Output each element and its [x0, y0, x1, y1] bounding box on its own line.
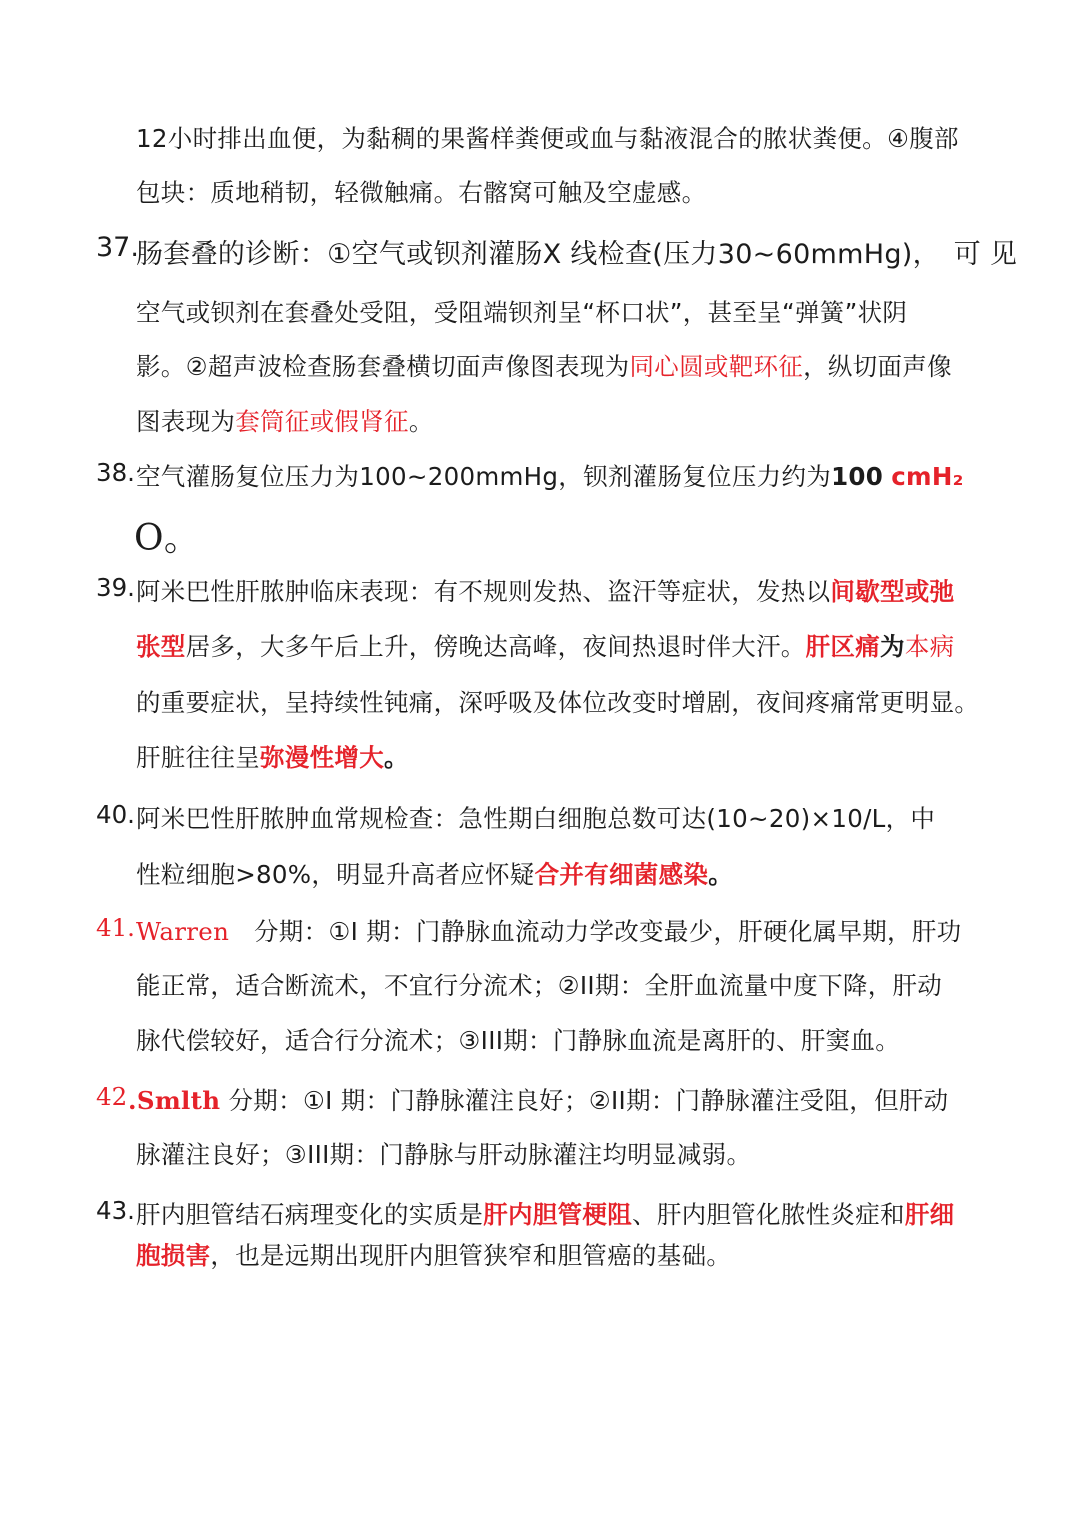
- text-line: [136, 1196, 980, 1231]
- highlight-text: 胞损害: [136, 1241, 211, 1270]
- bold-text: 。: [708, 860, 734, 889]
- text-span: 、肝内胆管化脓性炎症和: [632, 1200, 905, 1229]
- text-line: [134, 510, 980, 561]
- text-span: 性粒细胞>80%，明显升高者应怀疑: [136, 860, 535, 889]
- classification-name: .Smlth: [128, 1086, 221, 1115]
- text-line: [136, 739, 980, 774]
- text-line: [136, 856, 980, 891]
- highlight-text: 肝细: [904, 1200, 955, 1229]
- text-line: 空气或钡剂在套叠处受阻，受阻端钡剂呈“杯口状”，甚至呈“弹簧”状阴: [136, 298, 908, 327]
- text-span: 分期：①I 期：门静脉灌注良好；②II期：门静脉灌注受阻，但肝动: [228, 1086, 949, 1115]
- text-line: [136, 573, 980, 608]
- text-line: 12小时排出血便，为黏稠的果酱样粪便或血与黏液混合的脓状粪便。④腹部: [136, 124, 959, 153]
- item-number: 38.: [96, 458, 135, 487]
- text-span: 肝内胆管结石病理变化的实质是: [136, 1200, 484, 1229]
- highlight-text: 套筒征或假肾征: [235, 407, 409, 436]
- item-number: 42: [96, 1082, 128, 1111]
- text-line: 阿米巴性肝脓肿血常规检查：急性期白细胞总数可达(10~20)×10/L，中: [136, 804, 936, 833]
- text-line: [136, 458, 980, 493]
- text-span: 影。②超声波检查肠套叠横切面声像图表现为: [136, 352, 630, 381]
- text-span: 肝脏往往呈: [136, 743, 260, 772]
- highlight-text: 肝区痛: [805, 632, 881, 661]
- text-line: 脉灌注良好；③III期：门静脉与肝动脉灌注均明显减弱。: [136, 1140, 752, 1169]
- classification-name: Warren: [136, 917, 230, 946]
- text-line: [136, 913, 980, 948]
- text-line: 包块：质地稍韧，轻微触痛。右髂窝可触及空虚感。: [136, 178, 707, 207]
- text-span: ，也是远期出现肝内胆管狭窄和胆管癌的基础。: [210, 1241, 732, 1270]
- highlight-text: 肝内胆管梗阻: [483, 1200, 633, 1229]
- highlight-text: 间歇型或弛: [830, 577, 955, 606]
- text-line: [136, 403, 980, 438]
- highlight-text: 张型: [136, 632, 186, 661]
- text-span: ，纵切面声像: [803, 352, 952, 381]
- text-span: 空气灌肠复位压力为100~200mmHg，钡剂灌肠复位压力约为: [136, 462, 832, 491]
- text-line: 的重要症状，呈持续性钝痛，深呼吸及体位改变时增剧，夜间疼痛常更明显。: [136, 688, 980, 717]
- item-number: 41.: [96, 913, 135, 942]
- text-line: 脉代偿较好，适合行分流术；③III期：门静脉血流是离肝的、肝窦血。: [136, 1026, 901, 1055]
- item-number: 43.: [96, 1196, 135, 1225]
- highlight-text: cmH₂: [891, 462, 964, 491]
- text-span: 图表现为: [136, 407, 236, 436]
- text-span: 。: [408, 407, 434, 436]
- text-line: [136, 1237, 980, 1272]
- text-span: 阿米巴性肝脓肿临床表现：有不规则发热、盗汗等症状，发热以: [136, 577, 831, 606]
- text-line: 肠套叠的诊断：①空气或钡剂灌肠X 线检查(压力30~60mmHg)， 可 见: [136, 239, 1018, 270]
- bold-text: 。: [384, 743, 409, 772]
- item-number: 37.: [96, 232, 139, 263]
- item-number: 39.: [96, 573, 135, 602]
- item-number: 40.: [96, 800, 135, 829]
- text-span: 分期：①I 期：门静脉血流动力学改变最少，肝硬化属早期，肝功: [253, 917, 962, 946]
- text-line: [128, 1082, 980, 1117]
- bold-text: 为: [880, 632, 905, 661]
- text-line: 能正常，适合断流术，不宜行分流术；②II期：全肝血流量中度下降，肝动: [136, 971, 943, 1000]
- text-line: [136, 348, 980, 383]
- highlight-text: 合并有细菌感染: [534, 860, 709, 889]
- highlight-text: 同心圆或靶环征: [629, 352, 804, 381]
- text-span: O。: [134, 518, 201, 559]
- highlight-text: 弥漫性增大: [260, 743, 384, 772]
- text-span: 居多，大多午后上升，傍晚达高峰，夜间热退时伴大汗。: [185, 632, 806, 661]
- bold-text: 100: [831, 462, 884, 491]
- highlight-text: 本病: [904, 632, 955, 661]
- text-line: [136, 628, 980, 663]
